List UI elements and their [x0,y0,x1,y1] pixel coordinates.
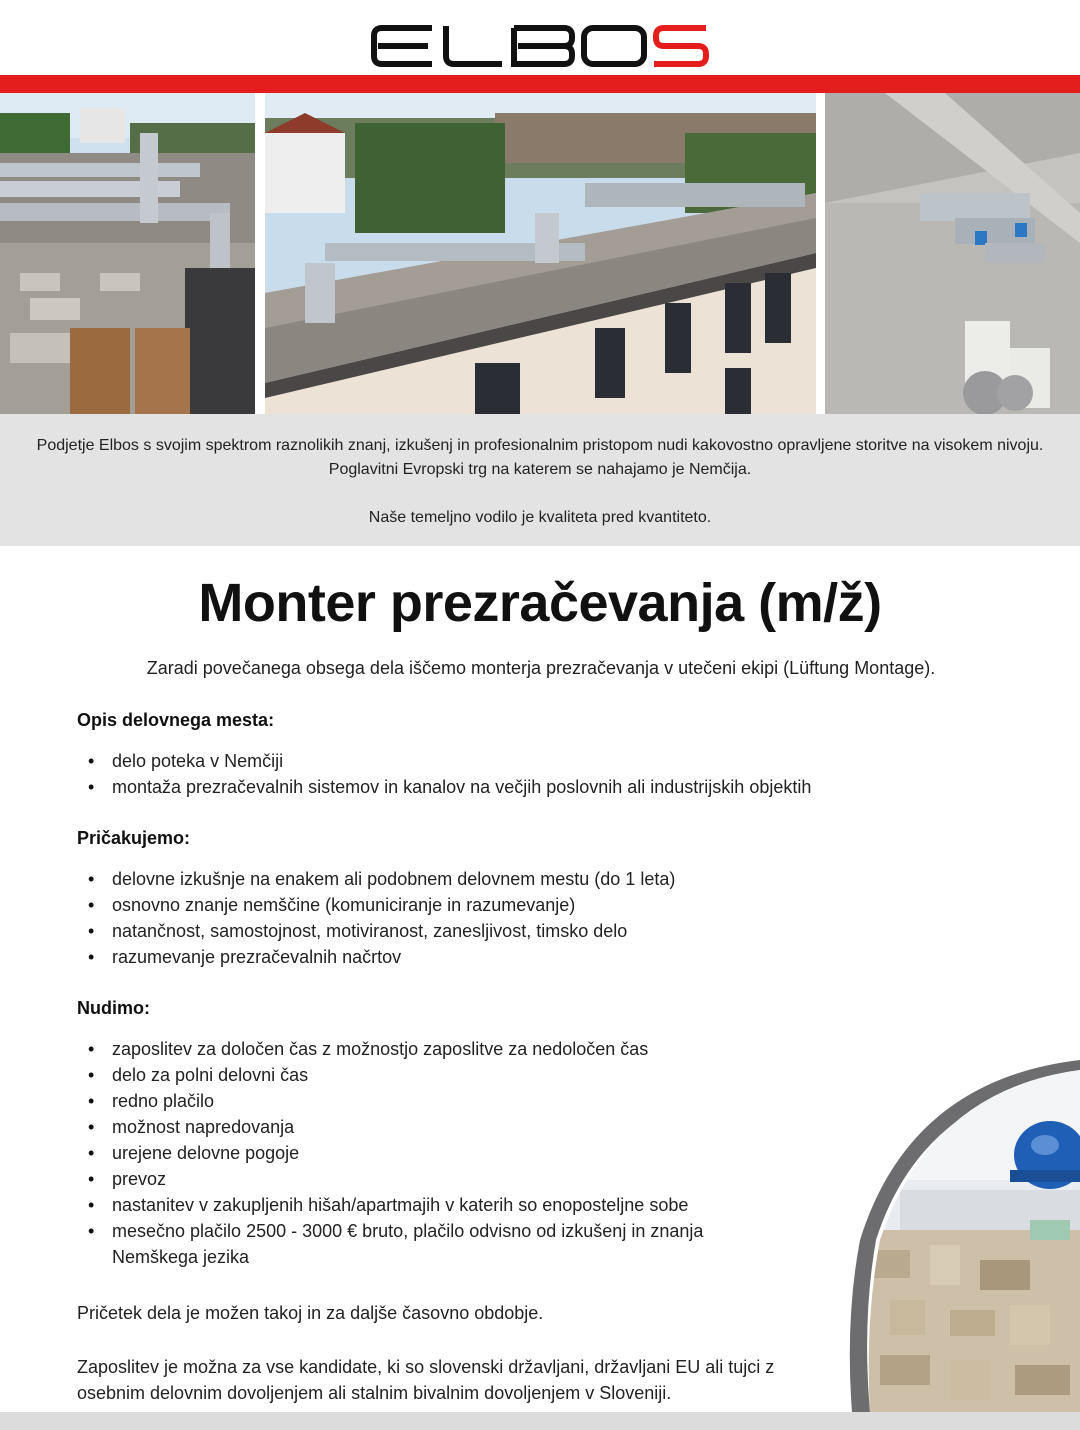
elbos-logo [370,24,710,68]
intro-paragraph: Podjetje Elbos s svojim spektrom raznolikih znanj, izkušenj in profesionalnim pristopom nudi kakovostno opravljene storitve na visokem nivoju. Poglavitni Evropski trg na katerem se nahajamo je Nemčija. [36,437,1044,478]
eligibility-paragraph: Zaposlitev je možna za vse kandidate, ki so slovenski državljani, državljani EU ali tujci z osebnim delovnim dovoljenjem ali stalnim bivalnim dovoljenjem v Sloveniji. [77,1357,775,1403]
list-item: • prevoz [88,1166,728,1192]
list-item: • osnovno znanje nemščine (komuniciranje in razumevanje) [88,892,675,918]
offer-list [88,1036,728,1270]
expect-heading: Pričakujemo: [77,828,191,848]
intro-band [0,414,1080,546]
photo-strip [0,93,1080,414]
architecture-model-image [840,1060,1080,1412]
list-item: • redno plačilo [88,1088,728,1114]
interior-ceiling-ducts-photo [825,93,1080,414]
building-roof-ventilation-photo [265,93,816,414]
list-item: • razumevanje prezračevalnih načrtov [88,944,675,970]
description-list [88,748,811,800]
expect-list [88,866,675,970]
start-paragraph: Pričetek dela je možen takoj in za daljše časovno obdobje. [77,1303,544,1323]
job-lead: Zaradi povečanega obsega dela iščemo monterja prezračevanja v utečeni ekipi (Lüftung Montage). [146,658,936,678]
description-heading: Opis delovnega mesta: [77,710,275,730]
list-item: • delovne izkušnje na enakem ali podobnem delovnem mestu (do 1 leta) [88,866,675,892]
header-accent-bar [0,75,1080,93]
list-item: • montaža prezračevalnih sistemov in kanalov na večjih poslovnih ali industrijskih objektih [88,774,811,800]
job-title: Monter prezračevanja (m/ž) [198,573,882,633]
footer-strip [0,1412,1080,1430]
rooftop-ducts-photo [0,93,255,414]
list-item: • natančnost, samostojnost, motiviranost, zanesljivost, timsko delo [88,918,675,944]
list-item: • mesečno plačilo 2500 - 3000 € bruto, plačilo odvisno od izkušenj in znanja Nemškega jezika [88,1218,728,1270]
list-item: • možnost napredovanja [88,1114,728,1140]
list-item: • delo za polni delovni čas [88,1062,728,1088]
header [0,0,1080,75]
list-item: • nastanitev v zakupljenih hišah/apartmajih v katerih so enoposteljne sobe [88,1192,728,1218]
offer-heading: Nudimo: [77,998,150,1018]
list-item: • zaposlitev za določen čas z možnostjo zaposlitve za nedoločen čas [88,1036,728,1062]
list-item: • delo poteka v Nemčiji [88,748,811,774]
list-item: • urejene delovne pogoje [88,1140,728,1166]
motto-paragraph: Naše temeljno vodilo je kvaliteta pred kvantiteto. [368,509,712,526]
